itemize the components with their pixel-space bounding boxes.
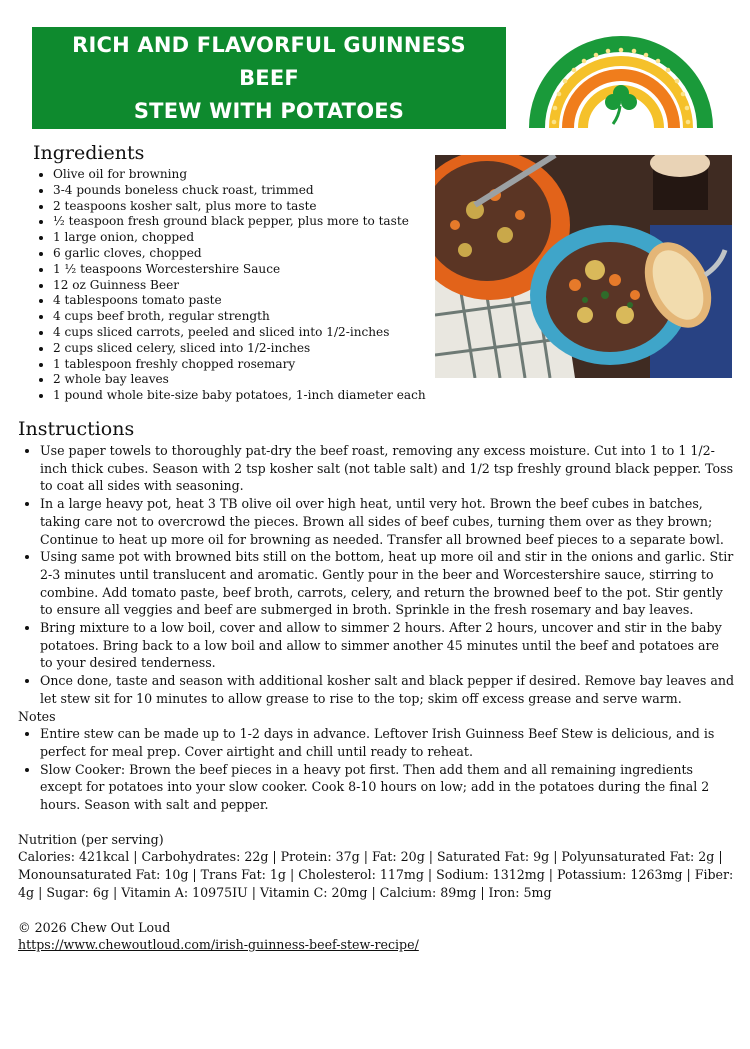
instruction-step: • In a large heavy pot, heat 3 TB olive oil over high heat, until very hot. Brown the beef cubes in batches, taking care not to overcrowd the pieces. Brown all sides of beef cubes, turning them over as they brown; Continue to heat up more oil for browning as needed. Transfer all browned beef pieces to a separate bowl. — [40, 495, 734, 548]
ingredient-item: • 4 tablespoons tomato paste — [53, 293, 448, 309]
recipe-title-line-1: RICH AND FLAVORFUL GUINNESS BEEF — [72, 32, 466, 90]
ingredients-heading: Ingredients — [33, 142, 145, 164]
beef-stew-photo — [435, 155, 732, 378]
instructions-section — [18, 442, 734, 954]
ingredient-item: • 2 teaspoons kosher salt, plus more to taste — [53, 199, 448, 215]
ingredient-item: • 1 ½ teaspoons Worcestershire Sauce — [53, 262, 448, 278]
ingredient-item: • ½ teaspoon fresh ground black pepper, plus more to taste — [53, 214, 448, 230]
ingredient-item: • 2 cups sliced celery, sliced into 1/2-inches — [53, 341, 448, 357]
instruction-step: • Bring mixture to a low boil, cover and allow to simmer 2 hours. After 2 hours, uncover and stir in the baby potatoes. Bring back to a low boil and allow to simmer another 45 minutes until the beef and potatoes are to your desired tenderness. — [40, 619, 734, 672]
instruction-step: • Using same pot with browned bits still on the bottom, heat up more oil and stir in the onions and garlic. Stir 2-3 minutes until translucent and aromatic. Gently pour in the beer and Worcestershire sauce, stirring to combine. Add tomato paste, beef broth, carrots, celery, and return the browned beef to the pot. Stir gently to ensure all veggies and beef are submerged in broth. Sprinkle in the fresh rosemary and bay leaves. — [40, 548, 734, 619]
ingredient-item: • 6 garlic cloves, chopped — [53, 246, 448, 262]
instruction-step: • Once done, taste and season with additional kosher salt and black pepper if desired. Remove bay leaves and let stew sit for 10 minutes to allow grease to rise to the top; skim off excess grease and serve warm. — [40, 672, 734, 707]
copyright-text: © 2026 Chew Out Loud — [18, 919, 171, 935]
ingredient-item: • 4 cups beef broth, regular strength — [53, 309, 448, 325]
note-item: • Entire stew can be made up to 1-2 days in advance. Leftover Irish Guinness Beef Stew is delicious, and is perfect for meal prep. Cover airtight and chill until ready to reheat. — [40, 725, 734, 760]
source-link[interactable]: https://www.chewoutloud.com/irish-guinness-beef-stew-recipe/ — [18, 937, 419, 953]
instructions-heading: Instructions — [18, 418, 135, 440]
note-item: • Slow Cooker: Brown the beef pieces in a heavy pot first. Then add them and all remaining ingredients except for potatoes into your slow cooker. Cook 8-10 hours on low; add in the potatoes during the final 2 hours. Season with salt and pepper. — [40, 761, 734, 814]
footer — [18, 919, 734, 954]
ingredient-item: • 1 tablespoon freshly chopped rosemary — [53, 357, 448, 373]
nutrition-section — [18, 831, 734, 902]
ingredient-item: • 1 large onion, chopped — [53, 230, 448, 246]
ingredient-item: • 2 whole bay leaves — [53, 372, 448, 388]
instruction-step: • Use paper towels to thoroughly pat-dry the beef roast, removing any excess moisture. Cut into 1 to 1 1/2-inch thick cubes. Season with 2 tsp kosher salt (not table salt) and 1/2 tsp freshly ground black pepper. Toss to coat all sides with seasoning. — [40, 442, 734, 495]
recipe-title-banner — [32, 27, 506, 129]
instructions-list — [18, 442, 734, 708]
ingredient-item: • 12 oz Guinness Beer — [53, 278, 448, 294]
nutrition-values: Calories: 421kcal | Carbohydrates: 22g | Protein: 37g | Fat: 20g | Saturated Fat: 9g | Polyunsaturated Fat: 2g | Monounsaturated Fat: 10g | Trans Fat: 1g | Cholesterol: 117mg | Sodium: 1312mg | Potassium: 1263mg | Fiber: 4g | Sugar: 6g | Vitamin A: 10975IU | Vitamin C: 20mg | Calcium: 89mg | Iron: 5mg — [18, 849, 734, 900]
ingredient-item: • Olive oil for browning — [53, 167, 448, 183]
rainbow-shamrock-icon — [527, 20, 715, 136]
ingredients-list — [36, 167, 448, 404]
ingredient-item: • 1 pound whole bite-size baby potatoes, 1-inch diameter each — [53, 388, 448, 404]
notes-label: Notes — [18, 708, 56, 724]
recipe-title-line-2: STEW WITH POTATOES — [133, 98, 405, 123]
ingredient-item: • 3-4 pounds boneless chuck roast, trimmed — [53, 183, 448, 199]
ingredient-item: • 4 cups sliced carrots, peeled and sliced into 1/2-inches — [53, 325, 448, 341]
nutrition-label: Nutrition (per serving) — [18, 831, 164, 847]
notes-list — [18, 725, 734, 814]
